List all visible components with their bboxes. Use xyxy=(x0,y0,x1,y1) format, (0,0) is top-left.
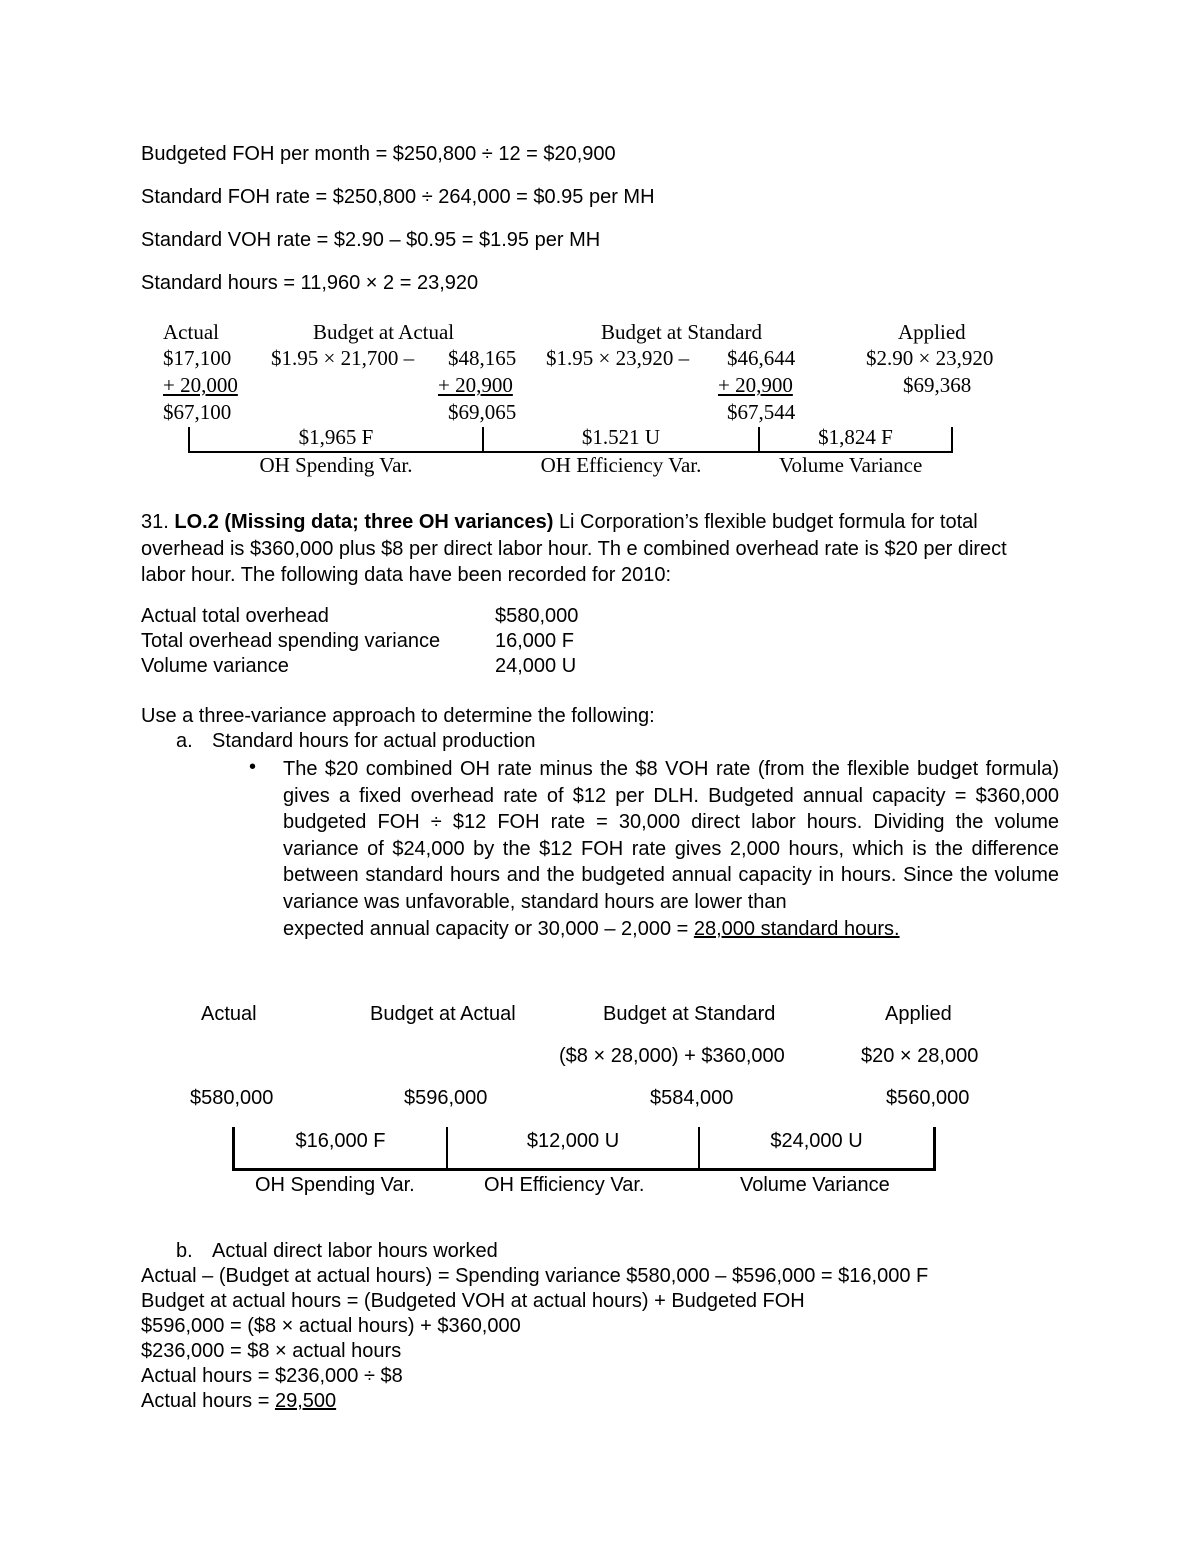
d2-bracket-tick-4 xyxy=(933,1127,936,1171)
problem-text-3: labor hour. The following data have been recorded for 2010: xyxy=(141,564,671,586)
d1-budget-standard-value-2: + 20,900 xyxy=(718,373,793,397)
part-b-line-2: Budget at actual hours = (Budgeted VOH at actual hours) + Budgeted FOH xyxy=(141,1290,805,1312)
intro-line-standard-foh-rate: Standard FOH rate = $250,800 ÷ 264,000 = $0.95 per MH xyxy=(141,186,655,208)
part-b-title: Actual direct labor hours worked xyxy=(212,1240,498,1262)
d1-budget-standard-total: $67,544 xyxy=(727,400,796,424)
d1-actual-value-2: + 20,000 xyxy=(163,373,238,397)
d1-variance-volume: $1,824 F xyxy=(818,425,893,449)
d1-header-budget-at-actual: Budget at Actual xyxy=(313,320,455,344)
d2-value-budget-actual: $596,000 xyxy=(404,1087,488,1109)
given-label-volume-variance: Volume variance xyxy=(141,655,289,677)
d1-header-actual: Actual xyxy=(163,320,219,344)
part-b-line-5: Actual hours = $236,000 ÷ $8 xyxy=(141,1365,403,1387)
d1-label-volume: Volume Variance xyxy=(779,453,923,477)
d2-variance-efficiency: $12,000 U xyxy=(526,1130,620,1152)
d1-actual-total: $67,100 xyxy=(163,400,232,424)
d2-bracket-baseline xyxy=(232,1168,936,1171)
d1-budget-standard-formula: $1.95 × 23,920 – xyxy=(546,346,690,370)
d1-variance-spending: $1,965 F xyxy=(298,425,374,449)
d1-label-efficiency: OH Efficiency Var. xyxy=(540,453,702,477)
part-a-explanation-tail: expected annual capacity or 30,000 – 2,000 = xyxy=(283,917,694,940)
given-value-actual-overhead: $580,000 xyxy=(495,605,579,627)
d2-formula-budget-standard: ($8 × 28,000) + $360,000 xyxy=(559,1045,785,1067)
part-a-title: Standard hours for actual production xyxy=(212,730,536,752)
d2-variance-volume: $24,000 U xyxy=(770,1130,863,1152)
d1-applied-formula: $2.90 × 23,920 xyxy=(866,346,994,370)
d2-header-budget-at-standard: Budget at Standard xyxy=(603,1003,776,1025)
problem-text-1: Li Corporation’s flexible budget formula for total xyxy=(558,511,978,533)
given-value-volume-variance: 24,000 U xyxy=(495,655,577,677)
d1-applied-total: $69,368 xyxy=(903,373,972,397)
d1-budget-actual-total: $69,065 xyxy=(448,400,517,424)
intro-line-standard-hours: Standard hours = 11,960 × 2 = 23,920 xyxy=(141,272,479,294)
part-b-line-3: $596,000 = ($8 × actual hours) + $360,000 xyxy=(141,1315,521,1337)
d2-variance-spending: $16,000 F xyxy=(295,1130,386,1152)
bullet-symbol: • xyxy=(249,756,257,778)
part-b-marker: b. xyxy=(176,1240,193,1262)
intro-line-budgeted-foh: Budgeted FOH per month = $250,800 ÷ 12 = $20,900 xyxy=(141,143,616,165)
problem-text-2: overhead is $360,000 plus $8 per direct labor hour. Th e combined overhead rate is $20 per direct xyxy=(141,537,1007,560)
d1-bracket-tick-4 xyxy=(951,427,953,453)
part-a-explanation-body: The $20 combined OH rate minus the $8 VOH rate (from the flexible budget formula) gives a fixed overhead rate of $12 per DLH. Budgeted annual capacity = $360,000 budgeted FOH ÷ $12 FOH rate = 30,000 direct labor hours. Dividing the volume variance of $24,000 by the $12 FOH rate gives 2,000 hours, which is the difference between standard hours and the budgeted annual capacity in hours. Since the volume variance was unfavorable, standard hours are lower than xyxy=(283,758,1059,913)
problem-title: LO.2 (Missing data; three OH variances) xyxy=(174,511,554,533)
d1-budget-standard-value-1: $46,644 xyxy=(727,346,796,370)
given-label-spending-variance: Total overhead spending variance xyxy=(141,630,441,652)
given-value-spending-variance: 16,000 F xyxy=(495,630,574,652)
part-a-marker: a. xyxy=(176,730,193,752)
d1-budget-actual-formula: $1.95 × 21,700 – xyxy=(271,346,415,370)
part-b-final-answer: 29,500 xyxy=(274,1390,337,1412)
intro-line-standard-voh-rate: Standard VOH rate = $2.90 – $0.95 = $1.95 per MH xyxy=(141,229,601,251)
d2-value-actual: $580,000 xyxy=(190,1087,274,1109)
d2-value-budget-standard: $584,000 xyxy=(650,1087,734,1109)
d1-header-budget-at-standard: Budget at Standard xyxy=(601,320,762,344)
d2-label-volume: Volume Variance xyxy=(740,1174,890,1196)
d1-header-applied: Applied xyxy=(898,320,966,344)
d1-variance-efficiency: $1.521 U xyxy=(581,425,661,449)
d2-header-actual: Actual xyxy=(201,1003,257,1025)
part-b-line-1: Actual – (Budget at actual hours) = Spending variance $580,000 – $596,000 = $16,000 F xyxy=(141,1265,929,1287)
d2-header-budget-at-actual: Budget at Actual xyxy=(370,1003,516,1025)
d2-formula-applied: $20 × 28,000 xyxy=(861,1045,979,1067)
given-label-actual-overhead: Actual total overhead xyxy=(141,605,329,627)
d2-label-spending: OH Spending Var. xyxy=(255,1174,415,1196)
d1-actual-value-1: $17,100 xyxy=(163,346,232,370)
d2-value-applied: $560,000 xyxy=(886,1087,970,1109)
d1-budget-actual-value-1: $48,165 xyxy=(448,346,517,370)
part-b-line-4: $236,000 = $8 × actual hours xyxy=(141,1340,402,1362)
d1-label-spending: OH Spending Var. xyxy=(259,453,413,477)
instruction: Use a three-variance approach to determine the following: xyxy=(141,705,655,727)
problem-statement xyxy=(141,509,1061,589)
part-b-final-prefix: Actual hours = xyxy=(141,1390,275,1412)
part-b-final-line xyxy=(141,1390,336,1413)
part-a-explanation xyxy=(283,756,1059,942)
d1-budget-actual-value-2: + 20,900 xyxy=(438,373,513,397)
d2-label-efficiency: OH Efficiency Var. xyxy=(484,1174,645,1196)
d2-header-applied: Applied xyxy=(885,1003,952,1025)
part-a-answer: 28,000 standard hours. xyxy=(693,917,900,940)
problem-number: 31. xyxy=(141,511,169,533)
